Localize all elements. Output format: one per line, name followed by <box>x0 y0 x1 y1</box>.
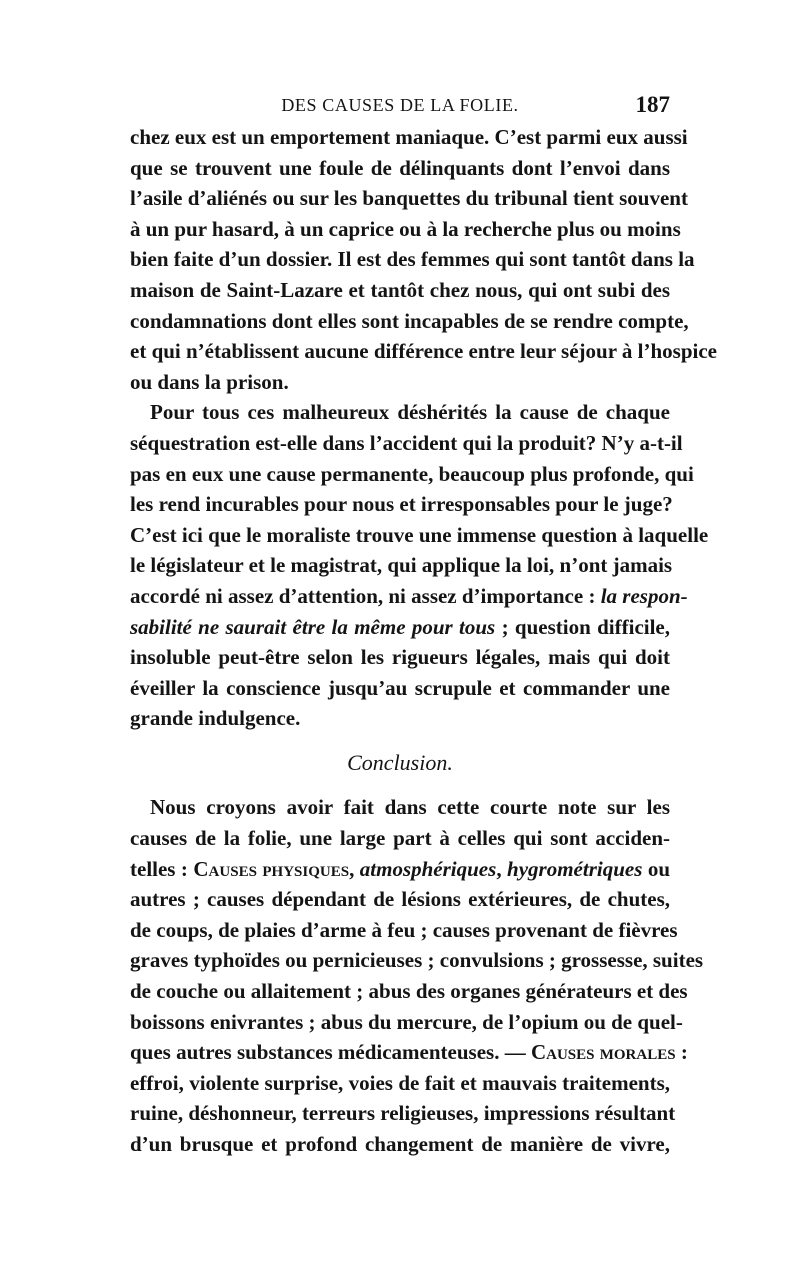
text-line: que se trouvent une foule de délinquants dont l’envoi dans <box>130 155 670 180</box>
italic-span: atmosphériques <box>359 856 497 881</box>
text-line: insoluble peut-être selon les rigueurs légales, mais qui doit <box>130 645 670 670</box>
text-line: ou dans la prison. <box>130 369 289 394</box>
text-line: éveiller la conscience jusqu’au scrupule et commander une <box>130 675 670 700</box>
text-span: ques autres substances médicamenteuses. — <box>130 1040 531 1065</box>
text-line: bien faite d’un dossier. Il est des femmes qui sont tantôt dans la <box>130 247 695 272</box>
text-line: et qui n’établissent aucune différence entre leur séjour à l’hospice <box>130 339 717 364</box>
text-line: Nous croyons avoir fait dans cette courte note sur les <box>150 795 670 820</box>
text-line: autres ; causes dépendant de lésions extérieures, de chutes, <box>130 887 670 912</box>
text-line: chez eux est un emportement maniaque. C’est parmi eux aussi <box>130 125 688 149</box>
spacer <box>130 734 670 748</box>
text-line: graves typhoïdes ou pernicieuses ; convulsions ; grossesse, suites <box>130 948 704 973</box>
italic-span: hygrométriques <box>507 856 643 881</box>
text-line: C’est ici que le moraliste trouve une immense question à laquelle <box>130 522 709 547</box>
text-line: causes de la folie, une large part à celles qui sont acciden- <box>130 826 670 851</box>
text-line: pas en eux une cause permanente, beaucoup plus profonde, qui <box>130 461 694 486</box>
text-span: ; question difficile, <box>495 614 670 639</box>
text-line: à un pur hasard, à un caprice ou à la recherche plus ou moins <box>130 216 681 241</box>
text-span: : <box>675 1040 688 1065</box>
text-line: condamnations dont elles sont incapables de se rendre compte, <box>130 308 689 333</box>
text-line: ruine, déshonneur, terreurs religieuses, impressions résultant <box>130 1101 676 1126</box>
text-span: , <box>349 856 360 881</box>
text-line: les rend incurables pour nous et irresponsables pour le juge? <box>130 492 673 517</box>
text-line: boissons enivrantes ; abus du mercure, de l’opium ou de quel- <box>130 1009 683 1034</box>
text-span: telles : <box>130 856 194 881</box>
text-line <box>130 854 670 885</box>
small-caps-span: Causes morales <box>530 1040 676 1065</box>
small-caps-span: Causes physiques <box>193 856 350 881</box>
text-line: séquestration est-elle dans l’accident qui la produit? N’y a-t-il <box>130 430 683 455</box>
text-line: Pour tous ces malheureux déshérités la cause de chaque <box>150 400 670 425</box>
spacer <box>130 778 670 792</box>
text-span: accordé ni assez d’attention, ni assez d’importance : <box>130 583 601 608</box>
text-line <box>130 612 670 643</box>
text-line: de coups, de plaies d’arme à feu ; causes provenant de fièvres <box>130 917 678 942</box>
text-span: ou <box>642 856 671 881</box>
text-line: le législateur et le magistrat, qui applique la loi, n’ont jamais <box>130 553 673 578</box>
running-head <box>130 90 670 120</box>
text-line: l’asile d’aliénés ou sur les banquettes du tribunal tient souvent <box>130 186 688 211</box>
text-line: maison de Saint-Lazare et tantôt chez nous, qui ont subi des <box>130 277 670 302</box>
text-line: d’un brusque et profond changement de manière de vivre, <box>130 1132 670 1156</box>
text-line: de couche ou allaitement ; abus des organes générateurs et des <box>130 979 688 1004</box>
italic-span: la respon- <box>600 583 688 608</box>
section-title: Conclusion. <box>347 749 453 775</box>
text-line: grande indulgence. <box>130 706 301 731</box>
text-span: , <box>496 856 508 881</box>
page-number: 187 <box>635 92 670 117</box>
text-block <box>130 122 717 1160</box>
italic-span: sabilité ne saurait être la même pour tous <box>130 614 496 639</box>
text-line <box>130 581 688 612</box>
text-line: effroi, violente surprise, voies de fait et mauvais traitements, <box>130 1070 670 1095</box>
running-title: DES CAUSES DE LA FOLIE. <box>281 95 519 115</box>
text-line <box>130 1037 688 1068</box>
